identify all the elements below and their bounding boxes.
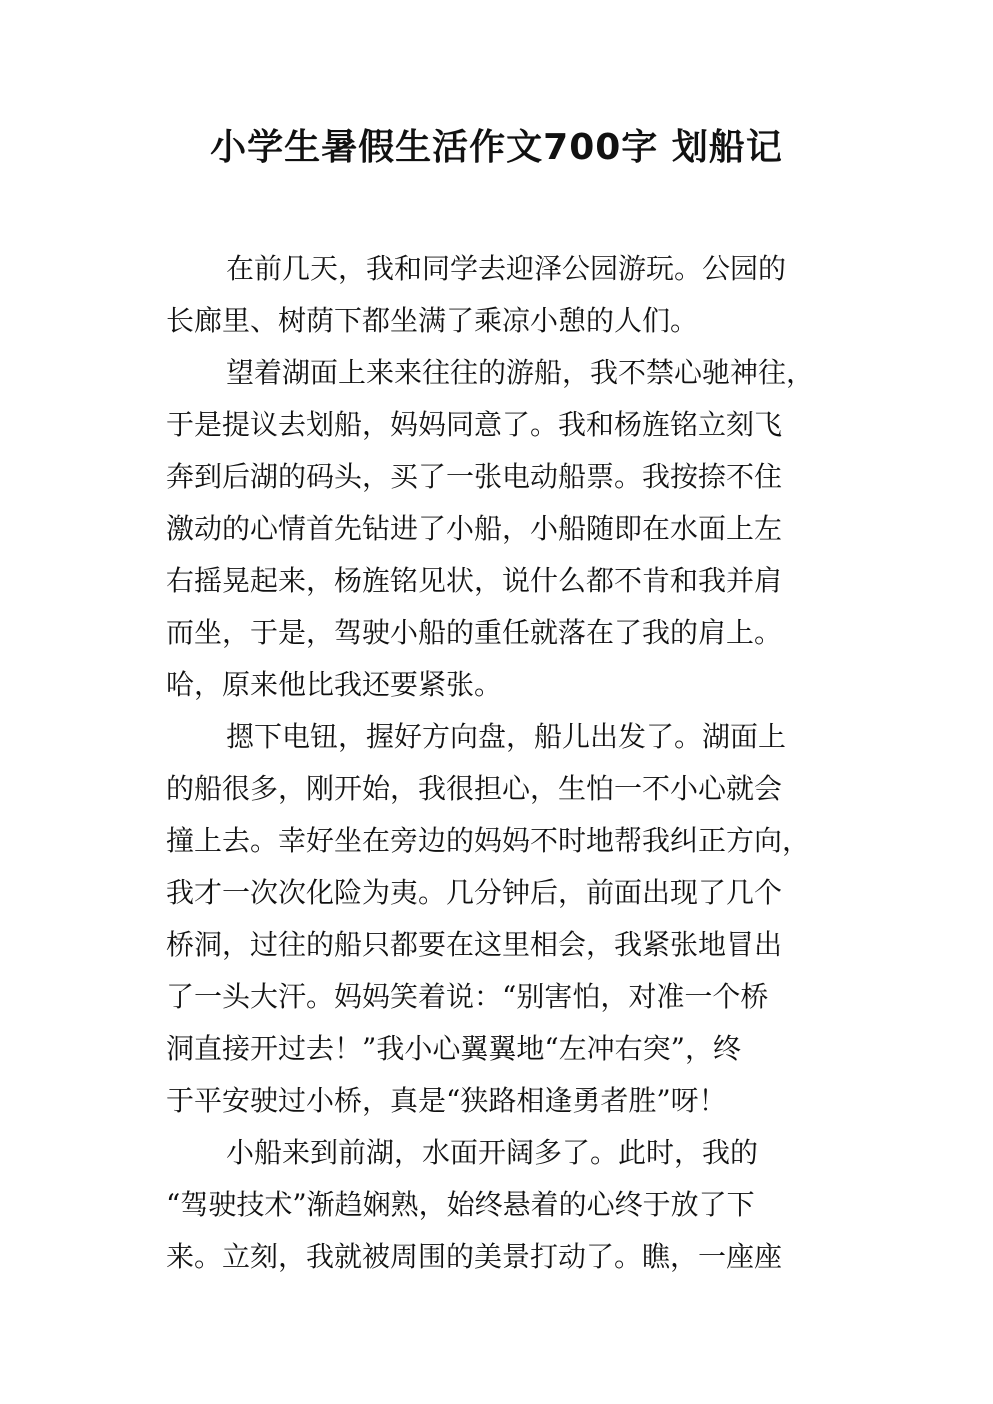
- paragraph-2-line-4: 激动的心情首先钻进了小船，小船随即在水面上左: [166, 512, 783, 545]
- paragraph-2-line-2: 于是提议去划船，妈妈同意了。我和杨旌铭立刻飞: [166, 408, 783, 441]
- paragraph-2-line-1: 望着湖面上来来往往的游船，我不禁心驰神往，: [226, 356, 815, 389]
- paragraph-3-line-1: 摁下电钮，握好方向盘，船儿出发了。湖面上: [226, 720, 787, 753]
- paragraph-3-line-6: 了一头大汗。妈妈笑着说：“别害怕，对准一个桥: [166, 980, 769, 1013]
- document-body: [166, 243, 856, 1283]
- paragraph-4-line-2: “驾驶技术”渐趋娴熟，始终悬着的心终于放了下: [166, 1188, 755, 1221]
- document-title: 小学生暑假生活作文700字 划船记: [210, 127, 783, 168]
- paragraph-2-line-6: 而坐，于是，驾驶小船的重任就落在了我的肩上。: [166, 616, 783, 649]
- paragraph-3-line-2: 的船很多，刚开始，我很担心，生怕一不小心就会: [166, 772, 783, 805]
- paragraph-2-line-7: 哈，原来他比我还要紧张。: [166, 668, 503, 701]
- paragraph-4-line-1: 小船来到前湖，水面开阔多了。此时，我的: [226, 1136, 759, 1169]
- paragraph-3-line-7: 洞直接开过去！”我小心翼翼地“左冲右突”，终: [166, 1032, 741, 1065]
- paragraph-1-line-2: 长廊里、树荫下都坐满了乘凉小憩的人们。: [166, 304, 699, 337]
- paragraph-2-line-5: 右摇晃起来，杨旌铭见状，说什么都不肯和我并肩: [166, 564, 783, 597]
- paragraph-2-line-3: 奔到后湖的码头，买了一张电动船票。我按捺不住: [166, 460, 783, 493]
- paragraph-1-line-1: 在前几天，我和同学去迎泽公园游玩。公园的: [226, 252, 787, 285]
- paragraph-3-line-4: 我才一次次化险为夷。几分钟后，前面出现了几个: [166, 876, 783, 909]
- paragraph-3-line-3: 撞上去。幸好坐在旁边的妈妈不时地帮我纠正方向，: [166, 824, 811, 857]
- paragraph-3-line-8: 于平安驶过小桥，真是“狭路相逢勇者胜”呀！: [166, 1084, 727, 1117]
- paragraph-3-line-5: 桥洞，过往的船只都要在这里相会，我紧张地冒出: [166, 928, 783, 961]
- paragraph-4-line-3: 来。立刻，我就被周围的美景打动了。瞧，一座座: [166, 1240, 783, 1273]
